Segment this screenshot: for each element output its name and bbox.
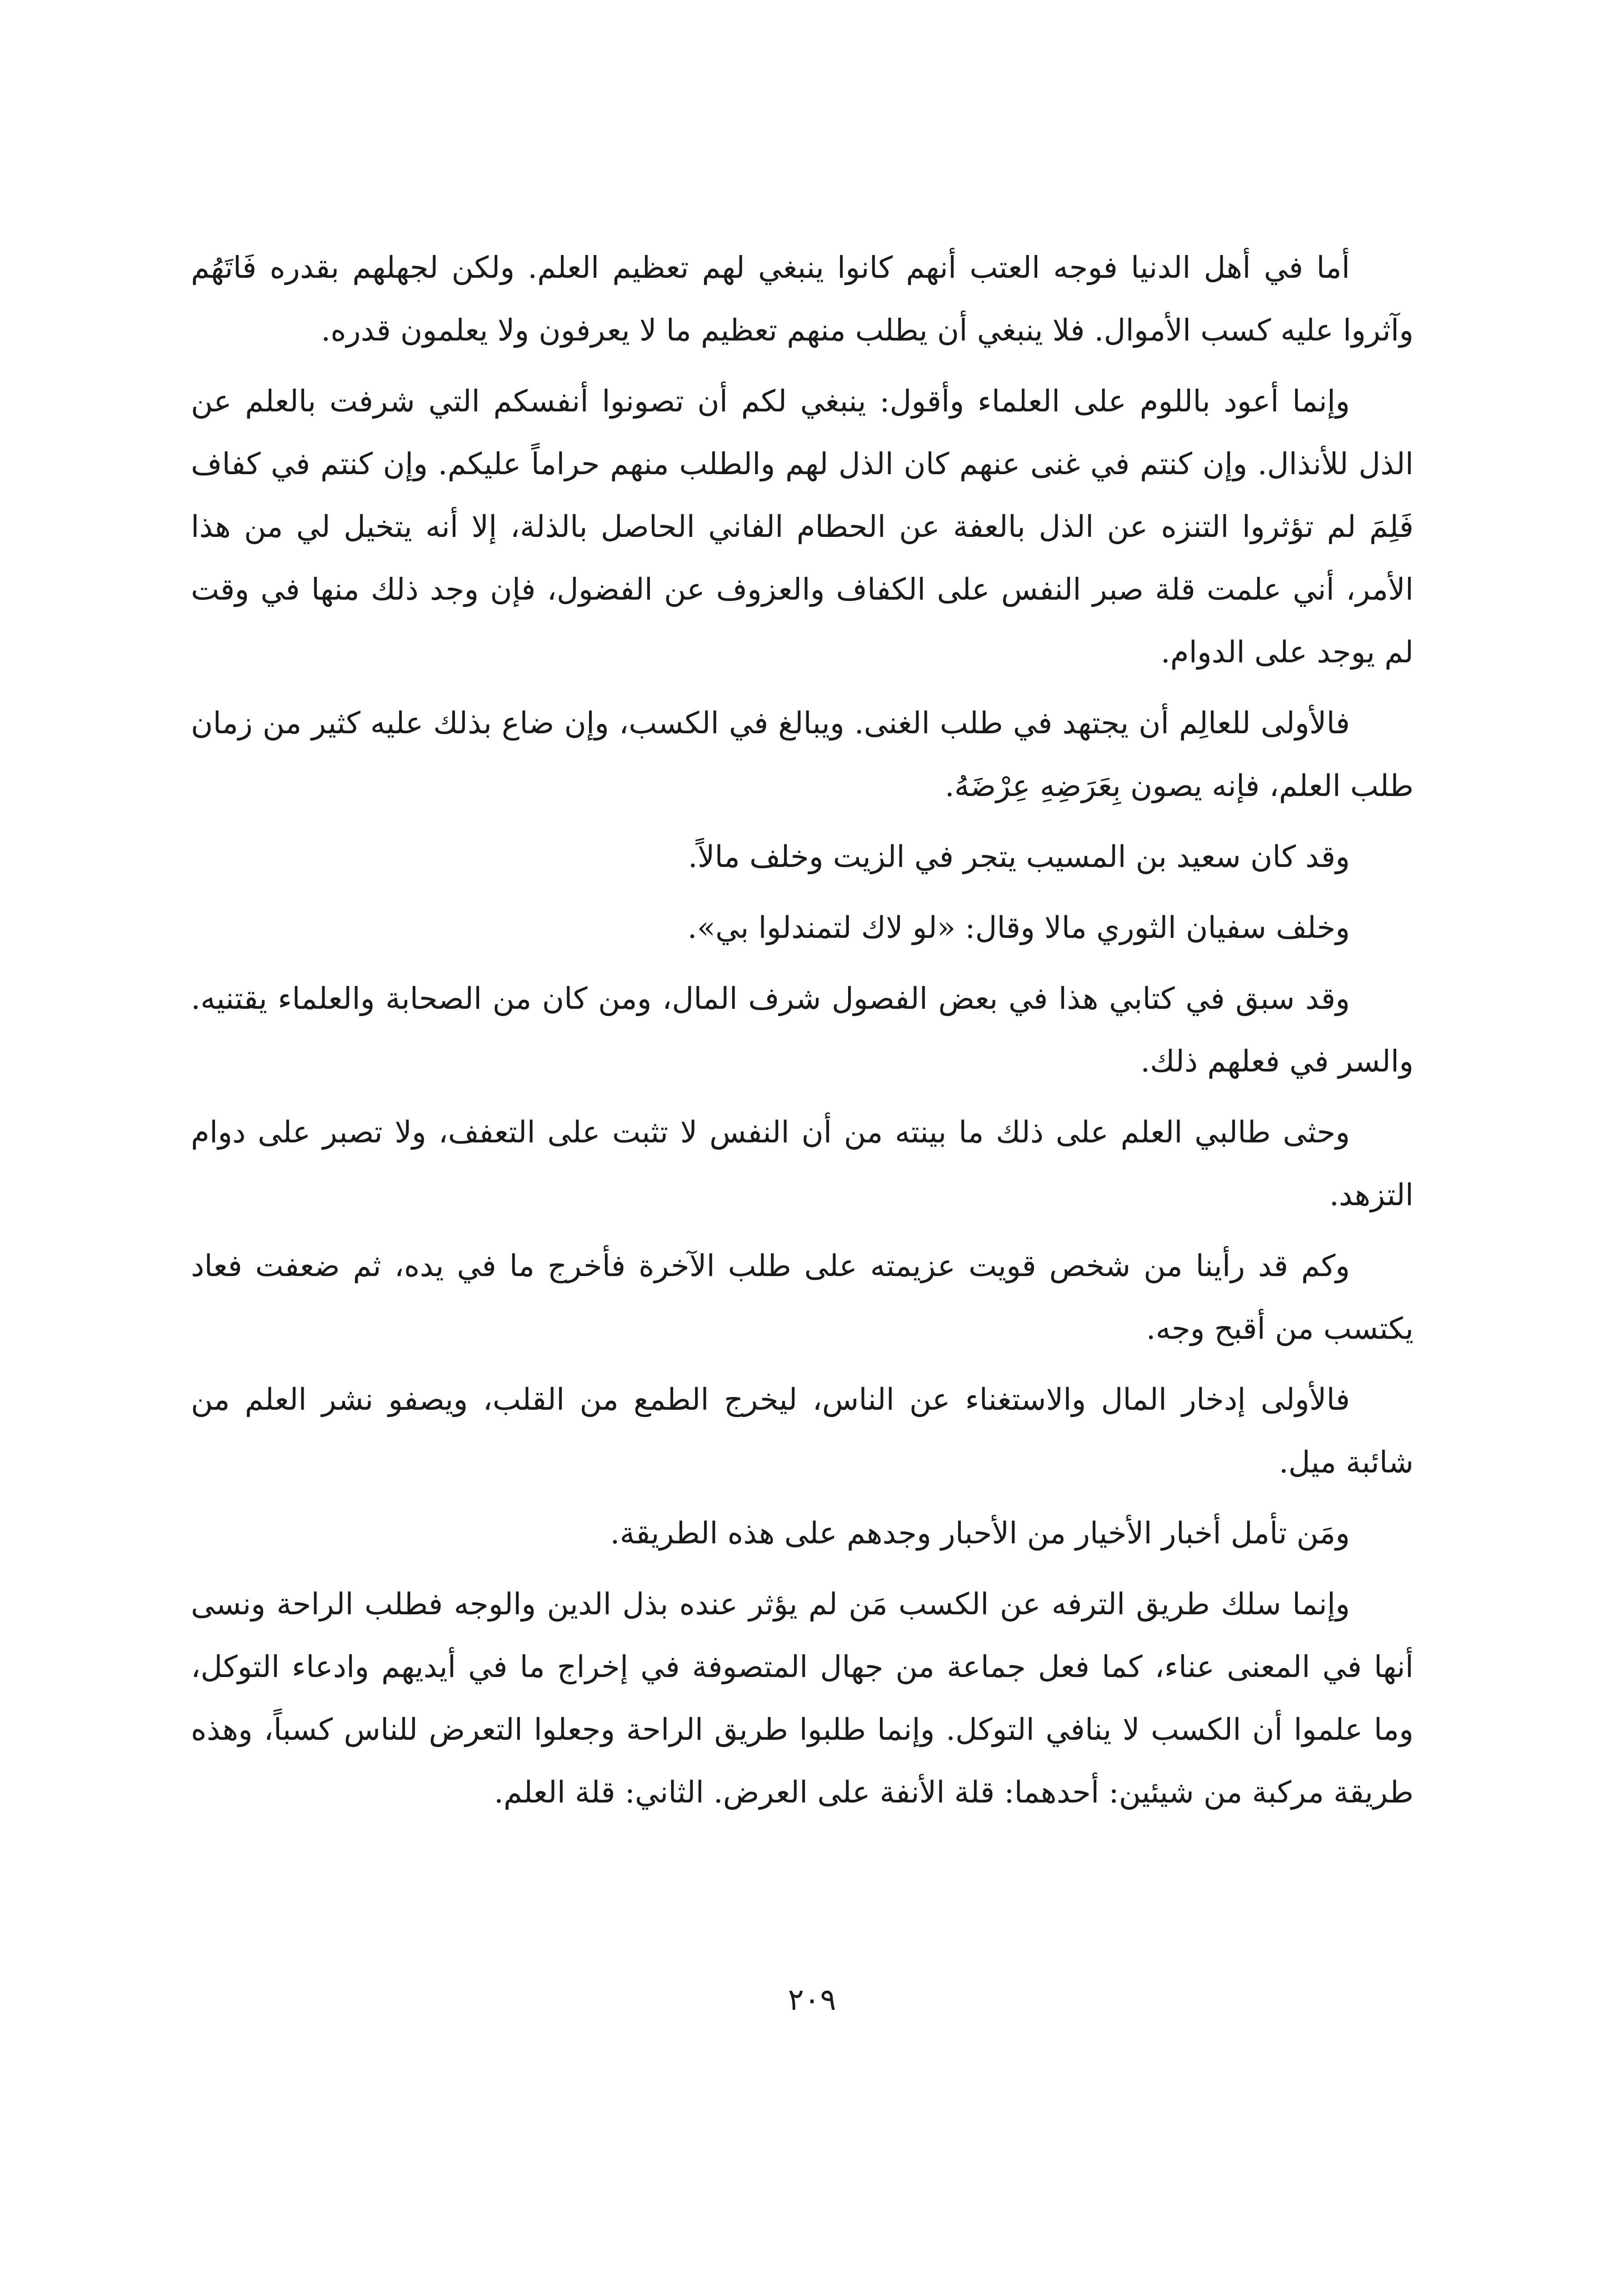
paragraph-2: وإنما أعود باللوم على العلماء وأقول: ينبغي لكم أن تصونوا أنفسكم التي شرفت بالعلم عن الذل للأنذال. وإن كنتم في غنى عنهم كان الذل لهم والطلب منهم حراماً عليكم. وإن كنتم في كفاف فَلِمَ لم تؤثروا التنزه عن الذل بالعفة عن الحطام الفاني الحاصل بالذلة، إلا أنه يتخيل لي من هذا الأمر، أني علمت قلة صبر النفس على الكفاف والعزوف عن الفضول، فإن وجد ذلك منها في وقت لم يوجد على الدوام. xyxy=(191,384,1414,670)
page-body xyxy=(191,236,1414,2146)
paragraph-8: وكم قد رأينا من شخص قويت عزيمته على طلب الآخرة فأخرج ما في يده، ثم ضعفت فعاد يكتسب من أقبح وجه. xyxy=(191,1248,1414,1346)
paragraph-3: فالأولى للعالِم أن يجتهد في طلب الغنى. ويبالغ في الكسب، وإن ضاع بذلك عليه كثير من زمان طلب العلم، فإنه يصون بِعَرَضِهِ عِرْضَهُ. xyxy=(191,706,1414,803)
paragraph-6: وقد سبق في كتابي هذا في بعض الفصول شرف المال، ومن كان من الصحابة والعلماء يقتنيه. والسر في فعلهم ذلك. xyxy=(191,981,1414,1079)
paragraph-5: وخلف سفيان الثوري مالا وقال: «لو لاك لتمندلوا بي». xyxy=(687,910,1350,945)
paragraph-1: أما في أهل الدنيا فوجه العتب أنهم كانوا ينبغي لهم تعظيم العلم. ولكن لجهلهم بقدره فَاتَهُم وآثروا عليه كسب الأموال. فلا ينبغي أن يطلب منهم تعظيم ما لا يعرفون ولا يعلمون قدره. xyxy=(191,250,1414,348)
paragraph-9: فالأولى إدخار المال والاستغناء عن الناس، ليخرج الطمع من القلب، ويصفو نشر العلم من شائبة ميل. xyxy=(191,1382,1414,1480)
page-number: ٢٠٩ xyxy=(788,1982,836,2017)
paragraph-4: وقد كان سعيد بن المسيب يتجر في الزيت وخلف مالاً. xyxy=(688,839,1350,874)
paragraph-11: وإنما سلك طريق الترفه عن الكسب مَن لم يؤثر عنده بذل الدين والوجه فطلب الراحة ونسى أنها في المعنى عناء، كما فعل جماعة من جهال المتصوفة في إخراج ما في أيديهم وادعاء التوكل، وما علموا أن الكسب لا ينافي التوكل. وإنما طلبوا طريق الراحة وجعلوا التعرض للناس كسباً، وهذه طريقة مركبة من شيئين: أحدهما: قلة الأنفة على العرض. الثاني: قلة العلم. xyxy=(191,1587,1414,1810)
paragraph-7: وحثى طالبي العلم على ذلك ما بينته من أن النفس لا تثبت على التعفف، ولا تصبر على دوام التزهد. xyxy=(191,1115,1414,1212)
paragraph-10: ومَن تأمل أخبار الأخيار من الأحبار وجدهم على هذه الطريقة. xyxy=(610,1516,1350,1551)
